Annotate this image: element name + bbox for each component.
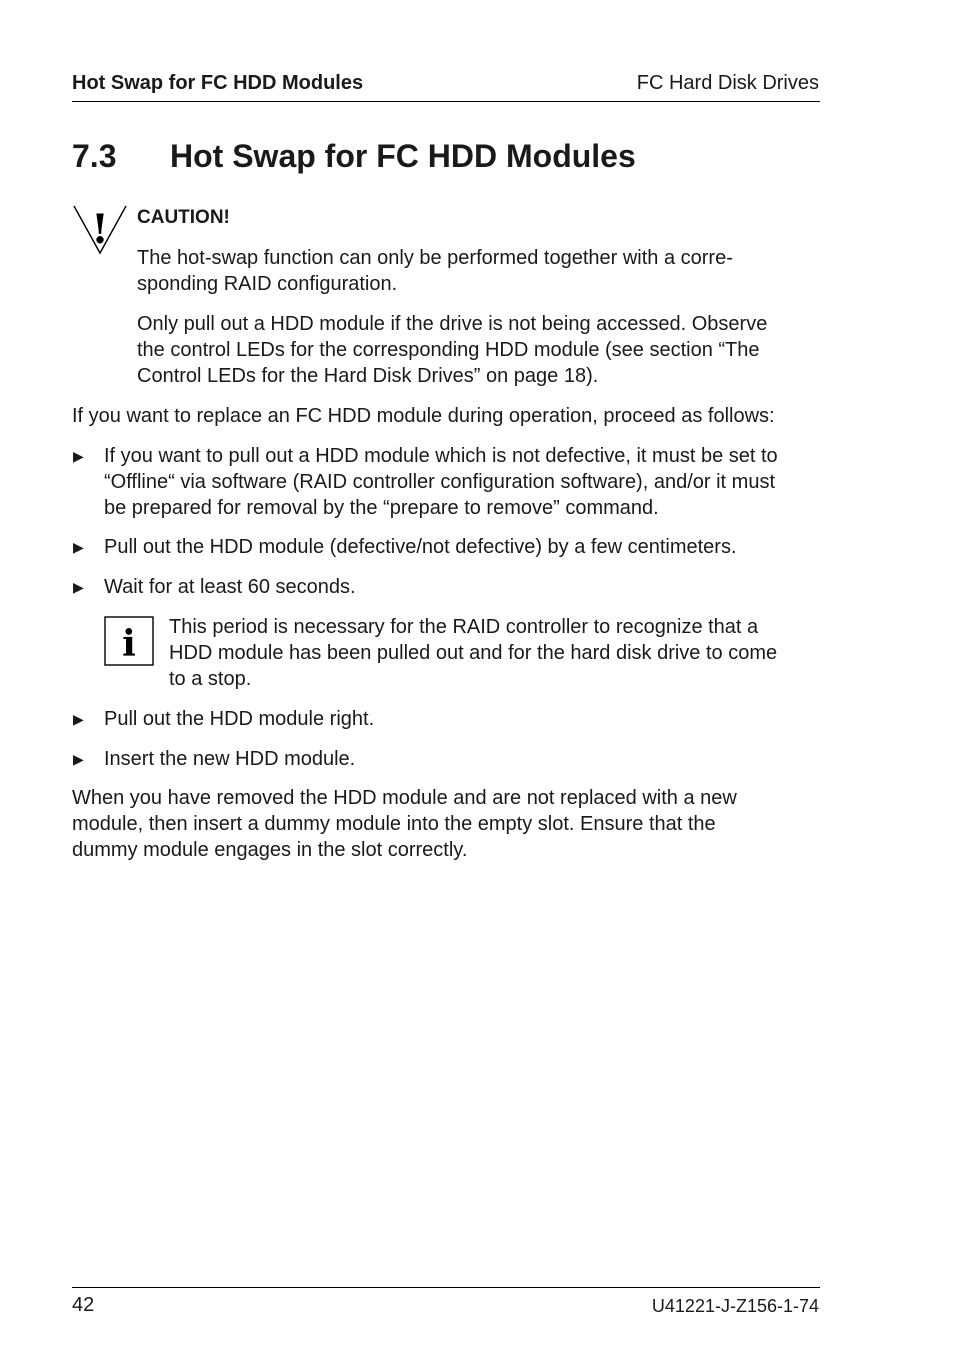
- bullet-arrow-icon: ▶: [73, 751, 84, 767]
- text-line: sponding RAID configuration.: [137, 273, 398, 295]
- running-header-title: Hot Swap for FC HDD Modules: [72, 72, 364, 94]
- text-line: be prepared for removal by the “prepare to remove” command.: [104, 497, 659, 519]
- step-item: Wait for at least 60 seconds.: [104, 576, 356, 598]
- header-rule: [72, 101, 820, 102]
- text-line: HDD module has been pulled out and for the hard disk drive to come: [169, 642, 778, 664]
- bullet-arrow-icon: ▶: [73, 539, 84, 555]
- text-line: If you want to pull out a HDD module which is not defective, it must be set to: [104, 445, 778, 467]
- document-id: U41221-J-Z156-1-74: [651, 1296, 819, 1316]
- text-line: to a stop.: [169, 668, 252, 690]
- running-header-chapter: FC Hard Disk Drives: [636, 72, 819, 94]
- caution-paragraph-1: [137, 245, 733, 297]
- step-item: Pull out the HDD module (defective/not defective) by a few centimeters.: [104, 536, 737, 558]
- caution-paragraph-2: [137, 311, 767, 389]
- svg-text:!: !: [91, 206, 109, 253]
- text-line: When you have removed the HDD module and are not replaced with a new: [72, 787, 737, 809]
- bullet-arrow-icon: ▶: [73, 448, 84, 464]
- caution-title: CAUTION!: [137, 207, 230, 228]
- step-item: Insert the new HDD module.: [104, 748, 356, 770]
- text-line: “Offline“ via software (RAID controller configuration software), and/or it must: [104, 471, 775, 493]
- closing-paragraph: [72, 785, 737, 863]
- text-line: This period is necessary for the RAID controller to recognize that a: [169, 616, 759, 638]
- text-line: module, then insert a dummy module into the empty slot. Ensure that the: [72, 813, 716, 835]
- text-line: dummy module engages in the slot correctly.: [72, 839, 468, 861]
- svg-text:i: i: [122, 623, 136, 665]
- section-heading: [72, 138, 636, 175]
- text-line: the control LEDs for the corresponding HDD module (see section “The: [137, 339, 760, 361]
- footer-rule: [72, 1287, 820, 1288]
- bullet-arrow-icon: ▶: [73, 711, 84, 727]
- text-line: Only pull out a HDD module if the drive is not being accessed. Observe: [137, 313, 768, 335]
- section-number: 7.3: [72, 138, 117, 174]
- text-line: The hot-swap function can only be performed together with a corre-: [137, 247, 733, 269]
- text-line: Control LEDs for the Hard Disk Drives” on page 18).: [137, 365, 599, 387]
- caution-exclamation-icon: [72, 205, 128, 257]
- section-title: Hot Swap for FC HDD Modules: [170, 138, 636, 174]
- step-item: Pull out the HDD module right.: [104, 708, 375, 730]
- info-icon: [104, 616, 154, 666]
- intro-paragraph: If you want to replace an FC HDD module during operation, proceed as follows:: [72, 405, 775, 427]
- page-number: 42: [72, 1294, 95, 1316]
- info-note: [169, 614, 777, 692]
- bullet-arrow-icon: ▶: [73, 579, 84, 595]
- step-item: [104, 443, 778, 521]
